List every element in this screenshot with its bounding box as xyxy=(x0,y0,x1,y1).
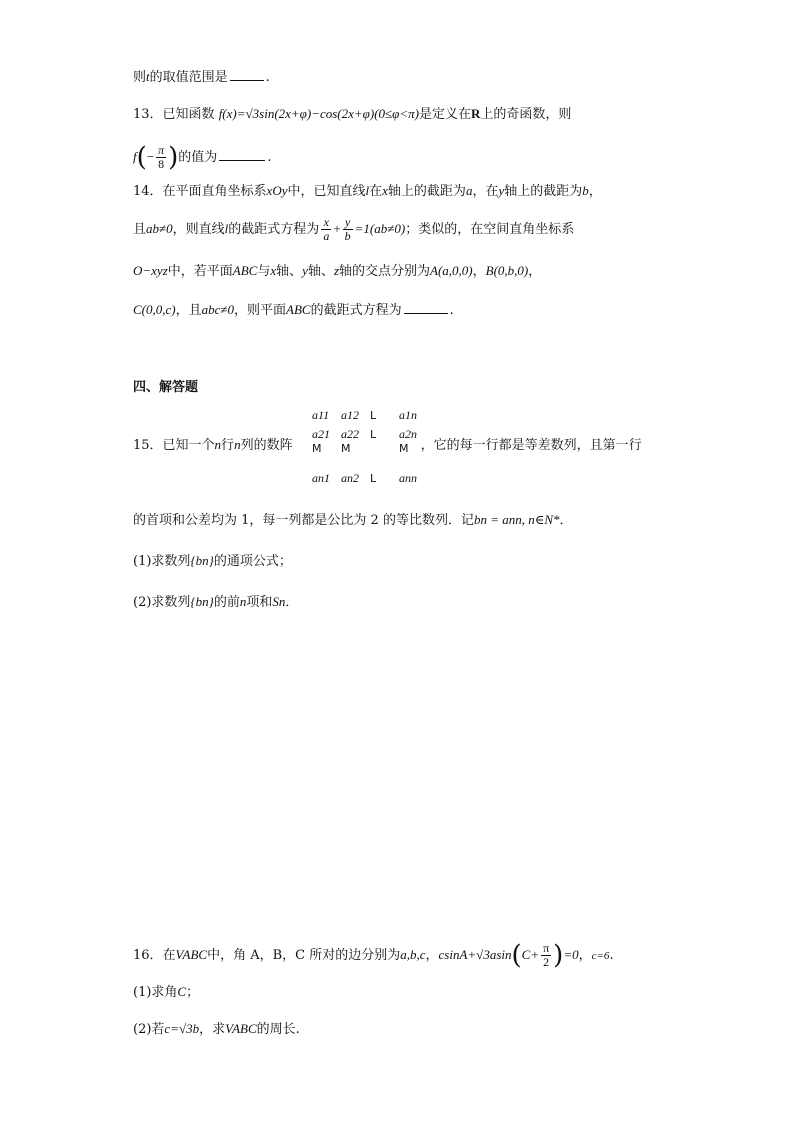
q15-p2-seq: {bn} xyxy=(190,594,214,609)
q16-p1-end: ； xyxy=(186,985,200,1000)
q16-sides: a,b,c xyxy=(400,947,426,962)
q14-l4-abc: ABC xyxy=(286,302,311,317)
cell-vdots: M xyxy=(399,441,409,455)
q14-text-1: 14．在平面直角坐标系 xyxy=(133,184,267,199)
q15-text-3: 列的数阵 xyxy=(240,438,293,453)
q16-frac-den: 2 xyxy=(543,955,550,969)
q16-line1 xyxy=(133,940,614,971)
q16-fraction xyxy=(541,942,551,969)
q14-line2 xyxy=(133,214,574,245)
q15-text-5: 的首项和公差均为 1，每一列都是公比为 2 的等比数列．记 xyxy=(133,513,474,528)
q14-eq-tail: =1(ab≠0) xyxy=(354,221,406,236)
q16-p2-text-1: (2)若 xyxy=(133,1022,165,1037)
q14-text-4: 轴上的截距为 xyxy=(387,184,466,199)
cell-an2: an2 xyxy=(341,471,359,485)
cell-vdots: M xyxy=(341,441,351,455)
q16-text-4: ， xyxy=(578,948,592,963)
right-paren: ) xyxy=(553,940,564,971)
q14-text-7: ， xyxy=(588,184,602,199)
q16-p2-text-2: ，求 xyxy=(199,1022,226,1037)
q15-part1 xyxy=(133,552,292,571)
matrix-cell xyxy=(312,471,341,486)
q14-end: . xyxy=(449,303,454,318)
q13-tail: 上的奇函数，则 xyxy=(480,107,572,122)
frac-num-y: y xyxy=(343,216,353,230)
right-paren: ) xyxy=(168,142,179,173)
q14-frac-y xyxy=(343,216,353,243)
q15-p2-n: n xyxy=(239,594,247,609)
q14-cond3: abc≠0 xyxy=(201,302,235,317)
q15-text-6: ． xyxy=(559,513,573,528)
q14-x: x xyxy=(382,183,388,198)
q15-n-2: n xyxy=(234,437,241,452)
cell-a21: a21 xyxy=(312,426,330,441)
q14-text-5: ，在 xyxy=(472,184,499,199)
q14-l4-text-1: ，且 xyxy=(175,303,202,318)
q14-line4 xyxy=(133,301,454,320)
q14-text-2: 中，已知直线 xyxy=(287,184,366,199)
q14-l3-x: x xyxy=(270,263,277,278)
matrix-cell xyxy=(370,409,399,422)
section-heading: 四、解答题 xyxy=(133,380,199,395)
q12-tail xyxy=(133,68,270,87)
q13-expr: =√3sin(2x+φ)−cos(2x+φ)(0≤φ<π) xyxy=(236,106,419,121)
q14-l3-text-5: 轴的交点分别为 xyxy=(339,264,431,279)
q14-l2-text-3: 的截距式方程为 xyxy=(228,222,320,237)
cell-dots: L xyxy=(370,472,377,485)
q16-frac-num: π xyxy=(543,941,550,955)
matrix-row xyxy=(312,404,428,427)
q15-sn: Sn xyxy=(272,594,286,609)
q14-cond: ab≠0 xyxy=(146,221,173,236)
cell-a22: a22 xyxy=(341,426,359,441)
q14-line1 xyxy=(133,182,602,201)
q15-line1 xyxy=(133,436,642,455)
q14-l4-text-2: ，则平面 xyxy=(234,303,287,318)
q14-l3-text-3: 轴、 xyxy=(276,264,303,279)
q14-l3-z: z xyxy=(333,263,340,278)
cell-dots: L xyxy=(370,427,377,441)
q16-triangle: VABC xyxy=(175,947,208,962)
left-paren: ( xyxy=(136,142,147,173)
q15-p2-text-4: ． xyxy=(285,595,299,610)
q13-number: 13．已知函数 xyxy=(133,107,215,122)
q13-line2-text: 的值为 xyxy=(178,150,218,165)
q13-line2 xyxy=(133,143,271,172)
cell-a1n: a1n xyxy=(399,408,417,422)
answer-blank[interactable] xyxy=(230,68,264,81)
q15-p2-text-1: (2)求数列 xyxy=(133,595,191,610)
matrix-cell xyxy=(312,408,341,423)
cell-a12: a12 xyxy=(341,408,359,422)
answer-blank[interactable] xyxy=(219,148,265,161)
q16-p1-text: (1)求角 xyxy=(133,985,178,1000)
q12-var: t xyxy=(146,69,150,84)
cell-vdots: M xyxy=(312,441,322,455)
cell-ann: ann xyxy=(399,471,417,485)
matrix-row xyxy=(312,467,428,490)
q14-point-a: A(a,0,0) xyxy=(430,263,473,278)
q14-point-b: B(0,b,0) xyxy=(485,263,529,278)
q14-l2-l: l xyxy=(224,221,229,236)
q14-comma-2: ， xyxy=(528,264,542,279)
left-paren: ( xyxy=(511,940,522,971)
q14-l3-y: y xyxy=(302,263,308,278)
q15-bn-def: bn = ann, n∈N* xyxy=(473,512,560,527)
q12-end: . xyxy=(265,70,270,85)
q12-prefix: 则 xyxy=(133,70,147,85)
q14-point-c: C(0,0,c) xyxy=(133,302,176,317)
q14-a: a xyxy=(465,183,473,198)
q14-l2-text-2: ，则直线 xyxy=(172,222,225,237)
q16-cond: c=√3b xyxy=(164,1021,200,1036)
q15-text-2: 行 xyxy=(221,438,235,453)
frac-num-x: x xyxy=(321,216,331,230)
q14-l2-text-1: 且 xyxy=(133,222,147,237)
q16-p2-triangle: VABC xyxy=(225,1021,257,1036)
q13-frac-num: π xyxy=(158,143,165,157)
q13-line1 xyxy=(133,105,571,124)
q16-part1 xyxy=(133,983,199,1002)
q15-part2 xyxy=(133,593,298,612)
frac-den-a: a xyxy=(323,229,330,243)
q12-suffix: 的取值范围是 xyxy=(149,70,228,85)
q16-c: C xyxy=(177,984,187,999)
q16-text-2: 中，角 A，B，C 所对的边分别为 xyxy=(207,948,401,963)
cell-an1: an1 xyxy=(312,471,330,485)
q15-n: n xyxy=(214,437,222,452)
q13-fraction xyxy=(156,144,166,171)
q14-l3-text-4: 轴、 xyxy=(307,264,334,279)
q14-l: l xyxy=(365,183,370,198)
matrix-cell xyxy=(370,472,399,485)
q13-mid: 是定义在 xyxy=(418,107,471,122)
q16-cval: c=6 xyxy=(591,950,610,962)
matrix-cell xyxy=(399,408,428,423)
q14-space-sys: O−xyz xyxy=(133,263,168,278)
q16-text-5: . xyxy=(609,948,614,963)
q15-text-1: 15．已知一个 xyxy=(133,438,215,453)
q15-seq: {bn} xyxy=(190,553,214,568)
matrix-cell xyxy=(341,408,370,423)
q14-text-3: 在 xyxy=(369,184,383,199)
plus-sign: + xyxy=(333,221,341,236)
q14-line3 xyxy=(133,262,541,281)
q16-text-1: 16．在 xyxy=(133,948,176,963)
q14-l2-text-4: ；类似的，在空间直角坐标系 xyxy=(405,222,575,237)
frac-den-b: b xyxy=(344,229,351,243)
cell-a11: a11 xyxy=(312,408,330,422)
q14-sys: xOy xyxy=(266,183,288,198)
q14-y: y xyxy=(498,183,505,198)
matrix-cell xyxy=(341,471,370,486)
q15-text-4: ，它的每一行都是等差数列，且第一行 xyxy=(420,438,642,453)
cell-dots: L xyxy=(370,409,377,422)
q13-f: f xyxy=(133,149,137,164)
q14-text-6: 轴上的截距为 xyxy=(504,184,583,199)
q14-frac-x xyxy=(321,216,331,243)
q16-p2-text-3: 的周长. xyxy=(256,1022,300,1037)
q14-b: b xyxy=(582,183,589,198)
matrix-cell xyxy=(399,471,428,486)
q15-p2-text-2: 的前 xyxy=(213,595,240,610)
q16-eq-arg: C+ xyxy=(521,947,540,962)
q15-p1-text-1: (1)求数列 xyxy=(133,554,191,569)
q15-p2-text-3: 项和 xyxy=(246,595,273,610)
q13-line2-end: . xyxy=(267,150,272,165)
q16-part2 xyxy=(133,1020,300,1039)
q16-eq-b: =0 xyxy=(563,947,579,962)
q15-p1-text-2: 的通项公式； xyxy=(213,554,292,569)
q14-abc: ABC xyxy=(232,263,258,278)
q14-l4-text-3: 的截距式方程为 xyxy=(310,303,402,318)
q14-l3-text-1: 中，若平面 xyxy=(167,264,233,279)
q13-frac-den: 8 xyxy=(158,157,165,171)
q13-func: f(x) xyxy=(218,106,237,121)
q14-comma-1: ， xyxy=(472,264,486,279)
q16-text-3: ， xyxy=(425,948,439,963)
q16-eq-a: csinA+√3asin xyxy=(438,947,512,962)
q15-line2 xyxy=(133,511,573,530)
q13-set-r: R xyxy=(471,106,481,121)
q14-l3-text-2: 与 xyxy=(257,264,271,279)
answer-blank[interactable] xyxy=(404,301,448,314)
cell-a2n: a2n xyxy=(399,426,417,441)
minus-sign: − xyxy=(146,149,155,164)
